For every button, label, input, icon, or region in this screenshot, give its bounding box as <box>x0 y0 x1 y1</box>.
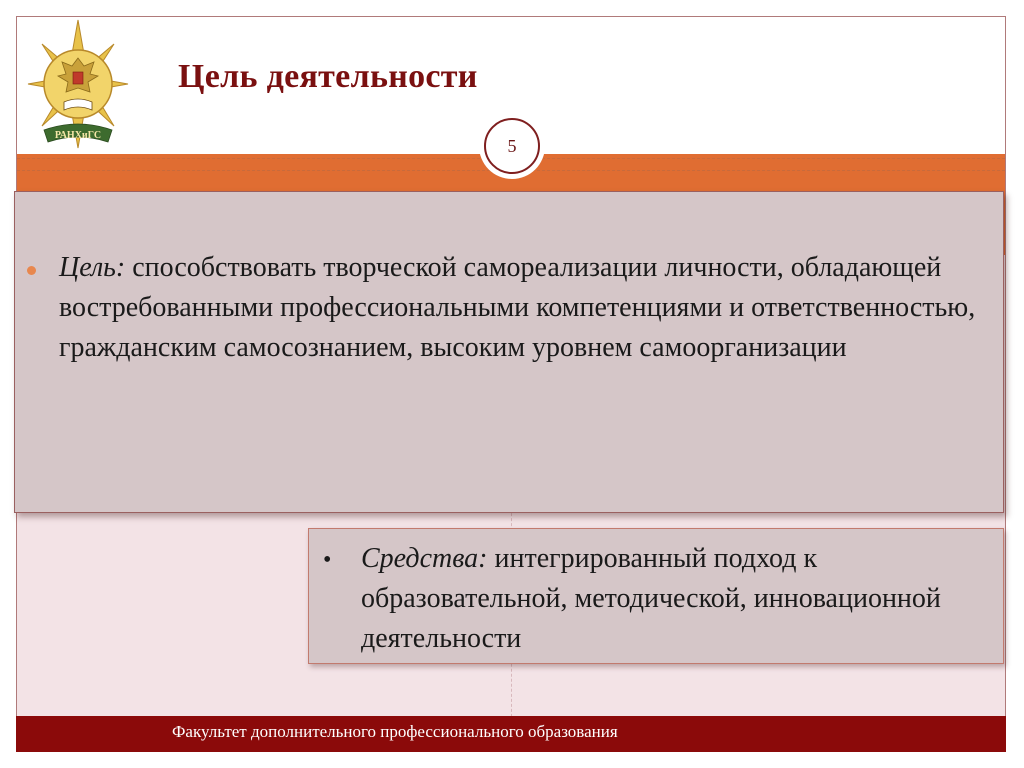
goal-text: способствовать творческой самореализации личности, обладающей востребованными профессиональными компетенциями и ответственностью, гражданским самосознанием, высоким уровнем самоорганизации <box>59 252 976 363</box>
page-number-badge <box>484 118 540 174</box>
means-paragraph <box>361 539 1001 659</box>
goal-box <box>14 191 1004 513</box>
ranepa-emblem-logo <box>26 14 130 154</box>
logo-text: РАНХиГС <box>54 130 102 141</box>
footer-text: Факультет дополнительного профессионального образования <box>172 722 618 741</box>
page-number: 5 <box>507 135 517 156</box>
means-label: Средства: <box>361 543 488 574</box>
means-box <box>308 528 1004 664</box>
slide-title: Цель деятельности <box>178 58 478 95</box>
goal-paragraph <box>59 248 1004 368</box>
bullet-dot-icon <box>27 266 36 275</box>
means-text: интегрированный подход к образовательной, методической, инновационной деятельности <box>361 543 941 654</box>
footer-bar <box>16 716 1006 752</box>
goal-label: Цель: <box>59 252 126 283</box>
bullet-icon: • <box>323 547 332 573</box>
